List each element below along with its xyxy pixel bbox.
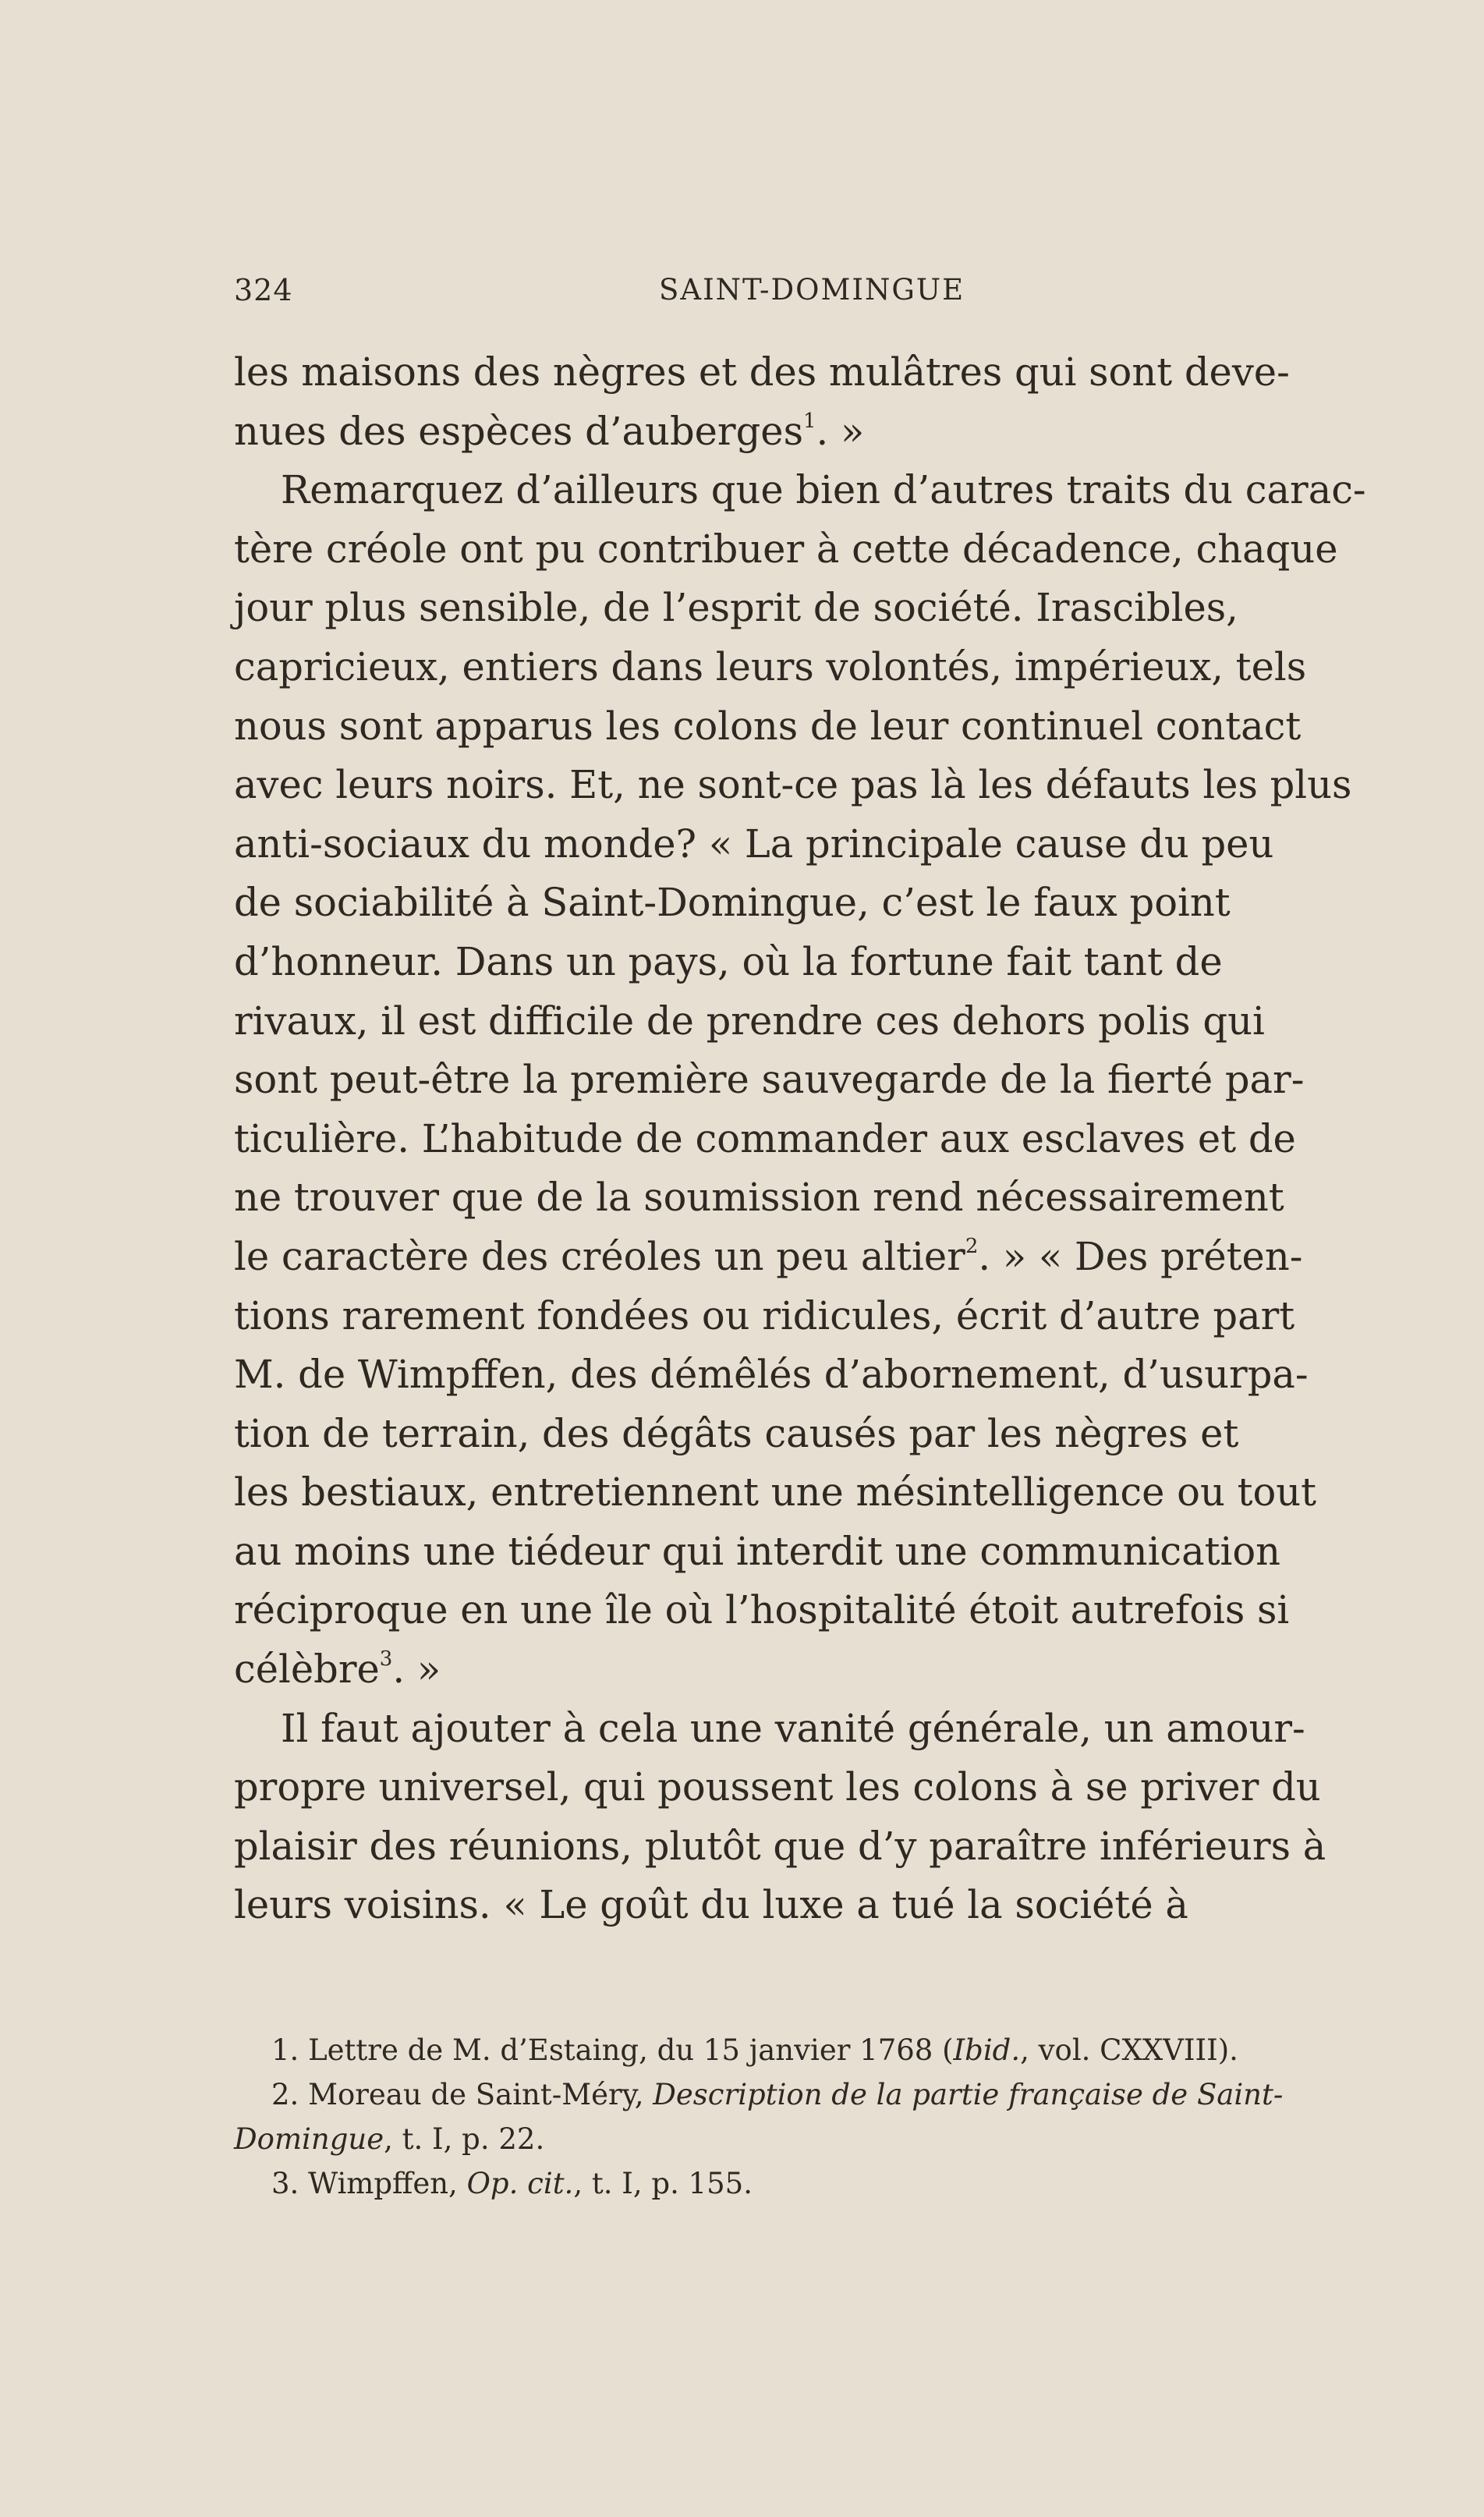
- text-line: les bestiaux, entretiennent une mésintelligence ou tout: [234, 1469, 1317, 1516]
- footnotes: [234, 2028, 1357, 2206]
- body-text: [234, 343, 1366, 1935]
- text-line: réciproque en une île où l’hospitalité étoit autrefois si: [234, 1587, 1290, 1633]
- footnote-3: 3. Wimpffen, Op. cit., t. I, p. 155.: [271, 2167, 753, 2200]
- page-number: 324: [234, 273, 293, 307]
- footnote-2: 2. Moreau de Saint-Méry, Description de la partie française de Saint-: [271, 2078, 1284, 2111]
- text-line: ne trouver que de la soumission rend nécessairement: [234, 1175, 1284, 1221]
- footnote-ref: 1: [802, 409, 816, 433]
- text-line: Remarquez d’ailleurs que bien d’autres traits du carac-: [281, 467, 1366, 513]
- text-line: Il faut ajouter à cela une vanité générale, un amour-: [281, 1705, 1305, 1751]
- text-line: nues des espèces d’auberges$^1$. »: [234, 408, 865, 454]
- text-line: d’honneur. Dans un pays, où la fortune fait tant de: [234, 938, 1223, 984]
- text-line: les maisons des nègres et des mulâtres qui sont deve-: [234, 349, 1290, 395]
- text-line: rivaux, il est difficile de prendre ces dehors polis qui: [234, 998, 1265, 1044]
- text-line: M. de Wimpffen, des démêlés d’abornement, d’usurpa-: [234, 1352, 1309, 1398]
- text-line: jour plus sensible, de l’esprit de société. Irascibles,: [234, 585, 1238, 631]
- text-line: capricieux, entiers dans leurs volontés, impérieux, tels: [234, 643, 1307, 690]
- text-line: propre universel, qui poussent les colons à se priver du: [234, 1764, 1321, 1810]
- running-title: SAINT-DOMINGUE: [659, 273, 965, 307]
- footnote-ref: 2: [965, 1234, 979, 1258]
- text-line: avec leurs noirs. Et, ne sont-ce pas là les défauts les plus: [234, 762, 1352, 808]
- footnote-2-continued: Domingue, t. I, p. 22.: [234, 2122, 545, 2156]
- page-header: [234, 273, 1357, 320]
- text-line: tion de terrain, des dégâts causés par les nègres et: [234, 1410, 1239, 1456]
- text-line: nous sont apparus les colons de leur continuel contact: [234, 703, 1302, 749]
- text-line: sont peut-être la première sauvegarde de la fierté par-: [234, 1057, 1305, 1103]
- text-line: plaisir des réunions, plutôt que d’y paraître inférieurs à: [234, 1823, 1326, 1869]
- text-line: célèbre$^3$. »: [234, 1647, 441, 1693]
- text-line: le caractère des créoles un peu altier$^2$. » « Des préten-: [234, 1233, 1303, 1279]
- text-line: au moins une tiédeur qui interdit une communication: [234, 1528, 1281, 1574]
- text-line: tère créole ont pu contribuer à cette décadence, chaque: [234, 526, 1338, 572]
- text-line: de sociabilité à Saint-Domingue, c’est le faux point: [234, 880, 1231, 926]
- text-line: ticulière. L’habitude de commander aux esclaves et de: [234, 1115, 1296, 1161]
- footnote-ref: 3: [379, 1647, 393, 1672]
- text-line: leurs voisins. « Le goût du luxe a tué la société à: [234, 1882, 1188, 1928]
- text-line: tions rarement fondées ou ridicules, écrit d’autre part: [234, 1292, 1295, 1338]
- text-line: anti-sociaux du monde? « La principale cause du peu: [234, 821, 1274, 867]
- footnote-1: 1. Lettre de M. d’Estaing, du 15 janvier 1768 (Ibid., vol. CXXVIII).: [271, 2033, 1238, 2067]
